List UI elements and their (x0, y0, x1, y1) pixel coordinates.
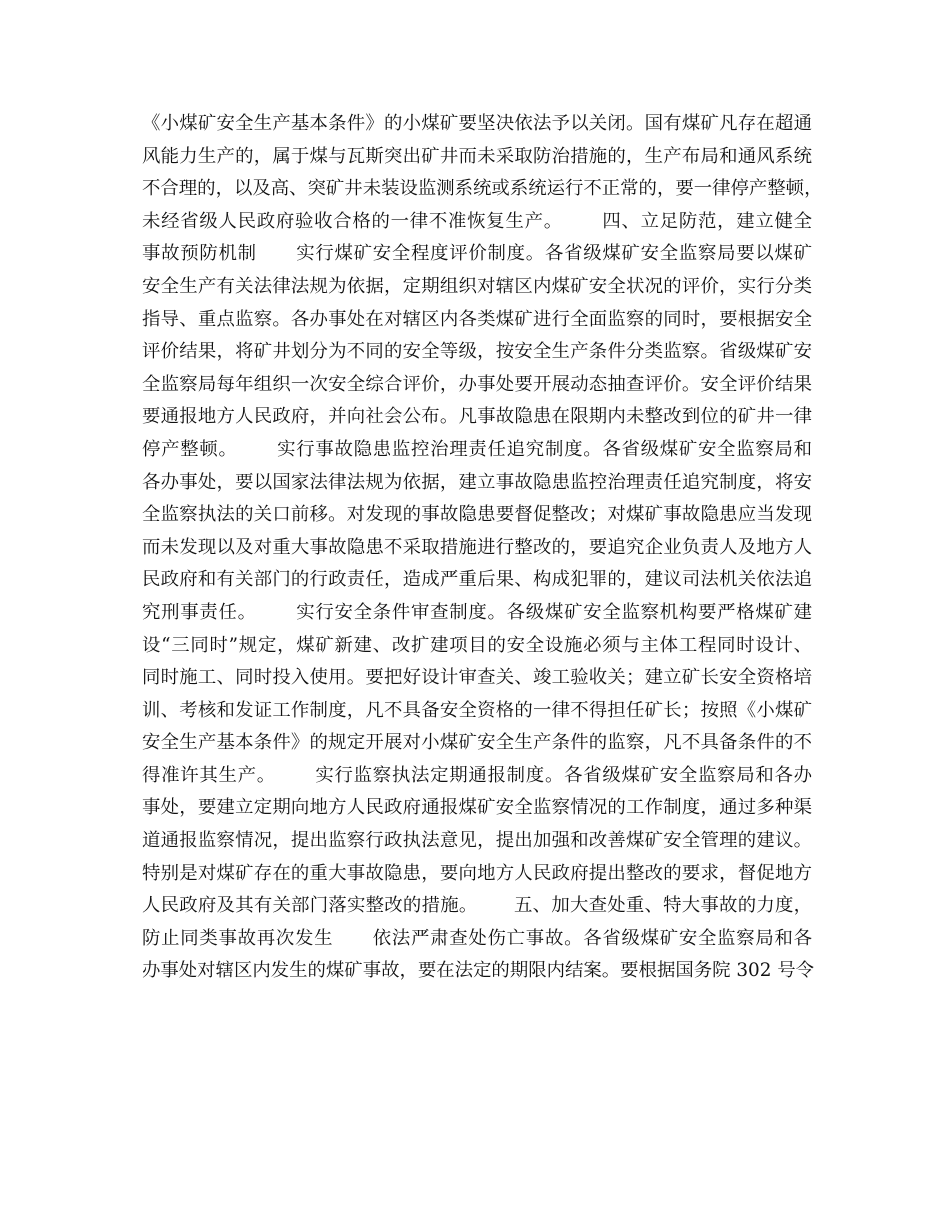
text-line: 道通报监察情况，提出监察行政执法意见，提出加强和改善煤矿安全管理的建议。 (142, 830, 812, 852)
text-line: 评价结果，将矿井划分为不同的安全等级，按安全生产条件分类监察。省级煤矿安 (142, 341, 812, 363)
text-line: 防止同类事故再次发生 依法严肃查处伤亡事故。各省级煤矿安全监察局和各 (142, 927, 812, 949)
text-line: 同时施工、同时投入使用。要把好设计审查关、竣工验收关；建立矿长安全资格培 (142, 667, 812, 689)
text-line: 而未发现以及对重大事故隐患不采取措施进行整改的，要追究企业负责人及地方人 (142, 536, 812, 558)
text-line: 全监察执法的关口前移。对发现的事故隐患要督促整改；对煤矿事故隐患应当发现 (142, 504, 812, 526)
text-line: 停产整顿。 实行事故隐患监控治理责任追究制度。各省级煤矿安全监察局和 (142, 438, 812, 460)
text-line: 设“三同时”规定，煤矿新建、改扩建项目的安全设施必须与主体工程同时设计、 (142, 634, 812, 656)
text-line: 人民政府及其有关部门落实整改的措施。 五、加大查处重、特大事故的力度， (142, 895, 812, 917)
document-body (142, 108, 823, 988)
text-line: 事故预防机制 实行煤矿安全程度评价制度。各省级煤矿安全监察局要以煤矿 (142, 243, 812, 265)
text-line: 要通报地方人民政府，并向社会公布。凡事故隐患在限期内未整改到位的矿井一律 (142, 406, 812, 428)
text-line: 各办事处，要以国家法律法规为依据，建立事故隐患监控治理责任追究制度，将安 (142, 471, 812, 493)
text-line: 民政府和有关部门的行政责任，造成严重后果、构成犯罪的，建议司法机关依法追 (142, 569, 812, 591)
text-line: 指导、重点监察。各办事处在对辖区内各类煤矿进行全面监察的同时，要根据安全 (142, 308, 812, 330)
text-line: 事处，要建立定期向地方人民政府通报煤矿安全监察情况的工作制度，通过多种渠 (142, 797, 812, 819)
text-line: 办事处对辖区内发生的煤矿事故，要在法定的期限内结案。要根据国务院 302 号令 (142, 960, 815, 982)
text-line: 风能力生产的，属于煤与瓦斯突出矿井而未采取防治措施的，生产布局和通风系统 (142, 145, 812, 167)
text-line: 得准许其生产。 实行监察执法定期通报制度。各省级煤矿安全监察局和各办 (142, 764, 812, 786)
text-line: 训、考核和发证工作制度，凡不具备安全资格的一律不得担任矿长；按照《小煤矿 (142, 699, 812, 721)
text-line: 特别是对煤矿存在的重大事故隐患，要向地方人民政府提出整改的要求，督促地方 (142, 862, 812, 884)
text-line: 全监察局每年组织一次安全综合评价，办事处要开展动态抽查评价。安全评价结果 (142, 373, 812, 395)
text-line: 不合理的，以及高、突矿井未装设监测系统或系统运行不正常的，要一律停产整顿， (142, 178, 823, 200)
text-line: 究刑事责任。 实行安全条件审查制度。各级煤矿安全监察机构要严格煤矿建 (142, 601, 812, 623)
text-line: 安全生产有关法律法规为依据，定期组织对辖区内煤矿安全状况的评价，实行分类 (142, 275, 812, 297)
text-line: 安全生产基本条件》的规定开展对小煤矿安全生产条件的监察，凡不具备条件的不 (142, 732, 812, 754)
text-line: 《小煤矿安全生产基本条件》的小煤矿要坚决依法予以关闭。国有煤矿凡存在超通 (142, 113, 812, 134)
text-line: 未经省级人民政府验收合格的一律不准恢复生产。 四、立足防范，建立健全 (142, 210, 812, 232)
